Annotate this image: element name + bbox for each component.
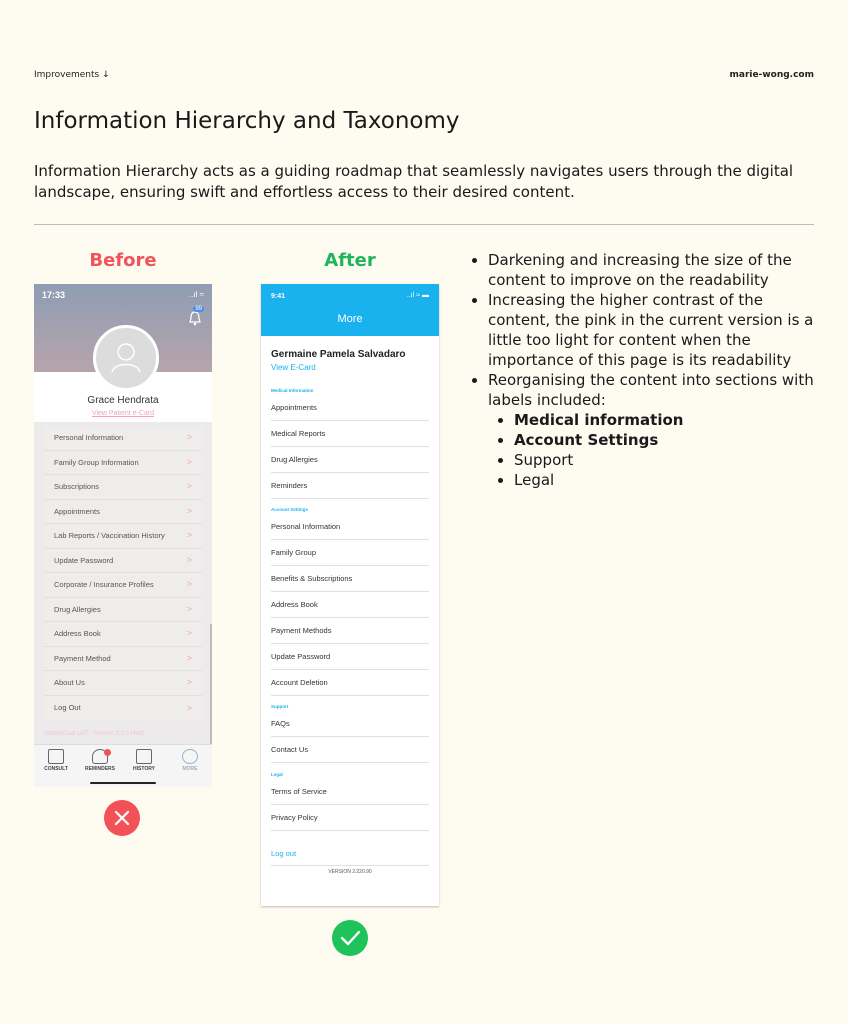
after-status-time: 9:41 [271, 293, 286, 300]
after-ecard-link[interactable]: View E-Card [271, 363, 316, 372]
chevron-right-icon: > [186, 628, 192, 638]
chevron-right-icon: > [186, 554, 192, 565]
before-phone-screenshot [34, 284, 212, 787]
before-menu-list [44, 426, 202, 696]
avatar-icon [93, 325, 159, 391]
chevron-right-icon: > [186, 456, 192, 467]
divider [34, 224, 814, 225]
chevron-right-icon: > [186, 603, 192, 614]
chevron-right-icon: > [186, 530, 192, 540]
intro-paragraph: Information Hierarchy acts as a guiding roadmap that seamlessly navigates users through the digital landscape, ensuring swift and effortless access to their desired content. [34, 162, 794, 201]
sub-bullet-legal: • Legal [514, 470, 820, 490]
tab-more[interactable]: MORE [168, 749, 212, 772]
section-label-support: Support [271, 704, 289, 709]
list-item[interactable]: Reminders [271, 473, 429, 499]
more-icon [182, 749, 198, 764]
page-title: Information Hierarchy and Taxonomy [34, 108, 460, 134]
history-icon [136, 749, 152, 764]
list-item[interactable]: Contact Us [271, 737, 429, 763]
sub-bullet-medical: • Medical information [514, 410, 820, 430]
site-link[interactable]: marie-wong.com [729, 70, 814, 80]
list-item[interactable]: Terms of Service [271, 779, 429, 805]
scrollbar[interactable] [210, 624, 212, 744]
chevron-right-icon: > [186, 481, 192, 491]
list-item[interactable]: Drug Allergies [271, 447, 429, 473]
before-profile-name: Grace Hendrata [87, 395, 159, 406]
chevron-right-icon: > [186, 677, 192, 687]
tab-history[interactable]: HISTORY [122, 749, 166, 772]
list-item[interactable]: Medical Reports [271, 421, 429, 447]
chevron-right-icon: > [186, 579, 192, 589]
list-item[interactable]: Family Group [271, 540, 429, 566]
chevron-right-icon: > [186, 432, 192, 442]
chevron-right-icon: > [186, 652, 192, 663]
before-version: WhitehCoat UAT - Version 3.9.0 (442) [44, 731, 145, 737]
bullet-point: • Reorganising the content into sections with labels included: • Medical information • Account Settings • Support • Legal [488, 370, 820, 490]
after-logout-button[interactable]: Log out [271, 849, 429, 866]
list-item[interactable]: Update Password [271, 644, 429, 670]
section-breadcrumb: Improvements ↓ [34, 70, 110, 80]
bullet-point: • Darkening and increasing the size of the content to improve on the readability [488, 250, 820, 290]
chevron-right-icon: > [186, 505, 192, 516]
list-item[interactable]: Payment Methods [271, 618, 429, 644]
improvement-notes [470, 250, 820, 490]
checkmark-icon [332, 920, 368, 956]
tab-reminders[interactable]: REMINDERS [78, 749, 122, 772]
list-item[interactable]: Corporate / Insurance Profiles > [44, 573, 202, 598]
after-phone-screenshot [261, 284, 439, 906]
notification-badge: 99 [195, 306, 202, 312]
after-heading: After [324, 250, 376, 271]
tab-consult[interactable]: CONSULT [34, 749, 78, 772]
list-item[interactable]: Privacy Policy [271, 805, 429, 831]
after-header [261, 284, 439, 336]
home-indicator [90, 782, 156, 784]
bullet-point: • Increasing the higher contrast of the content, the pink in the current version is a little too light for content when the importance of this page is its readability [488, 290, 820, 370]
list-item[interactable]: Payment Method > [44, 647, 202, 672]
after-profile-name: Germaine Pamela Salvadaro [271, 349, 406, 360]
list-item[interactable]: Benefits & Subscriptions [271, 566, 429, 592]
before-heading: Before [89, 250, 157, 271]
before-tab-bar [34, 744, 212, 787]
list-item[interactable]: FAQs [271, 711, 429, 737]
section-label-legal: Legal [271, 772, 283, 777]
list-item[interactable]: Appointments > [44, 500, 202, 525]
list-item[interactable]: Lab Reports / Vaccination History > [44, 524, 202, 549]
list-item[interactable]: Appointments [271, 395, 429, 421]
before-status-time: 17:33 [42, 290, 66, 300]
after-status-icons: ..ıl ≈ ▬ [406, 292, 429, 299]
after-screen-title: More [337, 313, 363, 325]
list-item[interactable]: Address Book > [44, 622, 202, 647]
before-ecard-link[interactable]: View Patient e-Card [91, 410, 155, 417]
section-label-account: Account Settings [271, 507, 309, 512]
after-version: VERSION 2.220.90 [328, 869, 372, 875]
before-status-icons: ..ıl ≈ [188, 290, 204, 299]
list-item[interactable]: Family Group Information > [44, 451, 202, 476]
list-item[interactable]: Account Deletion [271, 670, 429, 696]
list-item[interactable]: Personal Information > [44, 426, 202, 451]
section-label-medical: Medical Information [271, 388, 314, 393]
sub-bullet-support: • Support [514, 450, 820, 470]
list-item[interactable]: Update Password > [44, 549, 202, 574]
list-item[interactable]: Drug Allergies > [44, 598, 202, 623]
list-item[interactable]: Address Book [271, 592, 429, 618]
list-item[interactable]: Personal Information [271, 514, 429, 540]
before-logout-button[interactable]: Log Out > [44, 696, 202, 720]
bell-icon[interactable] [188, 310, 202, 326]
list-item[interactable]: About Us > [44, 671, 202, 696]
consult-icon [48, 749, 64, 764]
sub-bullet-account: • Account Settings [514, 430, 820, 450]
list-item[interactable]: Subscriptions > [44, 475, 202, 500]
close-icon [104, 800, 140, 836]
chevron-right-icon: > [186, 703, 192, 713]
reminders-badge [104, 749, 111, 756]
